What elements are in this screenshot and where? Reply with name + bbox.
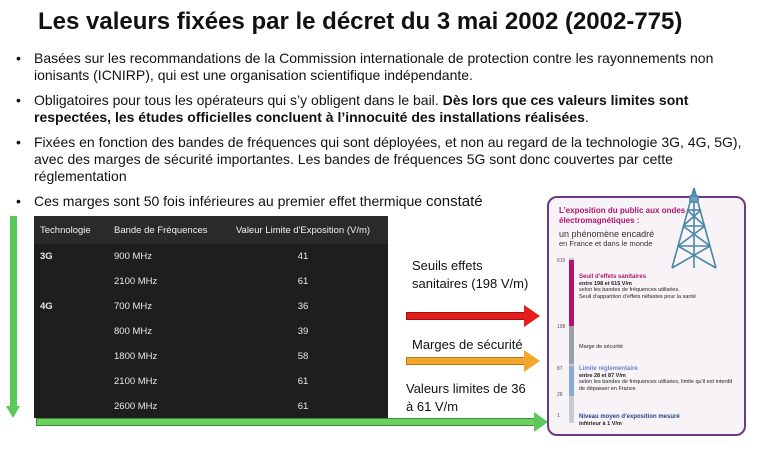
cell-technology — [34, 269, 108, 294]
cell-technology: 4G — [40, 301, 53, 312]
orange-arrow-shaft — [406, 357, 526, 365]
infographic-subtitle-rest: en France et dans le monde — [559, 239, 653, 248]
table-row — [34, 319, 388, 344]
cell-technology — [34, 344, 108, 369]
label-limit-values: Valeurs limites de 36 à 61 V/m — [406, 381, 526, 414]
cell-technology — [34, 394, 108, 419]
bullet-dot-icon: • — [16, 92, 21, 108]
scale-tick-label: 615 — [557, 258, 566, 264]
scale-tick-label: 87 — [557, 366, 563, 372]
scale-tick-label: 1 — [557, 413, 560, 419]
bullet-item — [14, 50, 754, 84]
cell-limit: 58 — [297, 351, 309, 362]
scale-tick-label: 198 — [557, 324, 566, 330]
cell-band: 800 MHz — [114, 326, 153, 337]
note-heading: Niveau moyen d’exposition mesuré — [579, 414, 680, 420]
cell-limit: 61 — [297, 276, 309, 287]
label-safety-margins: Marges de sécurité — [412, 337, 523, 352]
column-header-limit: Valeur Limite d'Exposition (V/m) — [218, 216, 388, 244]
red-arrow-shaft — [406, 312, 526, 320]
table-row — [34, 394, 388, 419]
cell-band: 2600 MHz — [114, 401, 158, 412]
bullet-bold-text: Dès lors que ces valeurs limites sont respectées, les études officielles concluent à l’innocuité des installations réalisées — [34, 92, 689, 125]
bullet-tail: constaté — [425, 193, 483, 210]
note-line: selon les bandes de fréquences utilisées, limite qu’il est interdit de dépasser en France — [579, 379, 733, 392]
note-heading: Seuil d’effets sanitaires — [579, 274, 647, 280]
exposure-limits-table — [34, 216, 388, 418]
vertical-green-arrow-shaft — [10, 216, 17, 409]
right-arrow-icon — [534, 412, 548, 432]
table-row — [34, 344, 388, 369]
note-average-exposure — [579, 414, 739, 427]
table-row — [34, 369, 388, 394]
down-arrow-icon — [6, 406, 20, 418]
column-header-band: Bande de Fréquences — [108, 216, 218, 244]
infographic-subtitle-main: un phénomène encadré — [559, 229, 655, 239]
cell-technology: 3G — [40, 251, 53, 262]
bullet-item — [14, 134, 754, 185]
cell-limit: 61 — [297, 376, 309, 387]
table-header-row — [34, 216, 388, 244]
red-right-arrow-icon — [524, 305, 540, 327]
bullet-text: Fixées en fonction des bandes de fréquences qui sont déployées, et non au regard de la technologie 3G, 4G, 5G), avec des marges de sécurité importantes. Les bandes de fréquences 5G sont donc couvertes par cette réglementation — [34, 134, 742, 184]
cell-band: 900 MHz — [114, 251, 153, 262]
note-line: inférieur à 1 V/m — [579, 420, 622, 427]
cell-band: 2100 MHz — [114, 376, 158, 387]
cell-band: 2100 MHz — [114, 276, 158, 287]
label-health-thresholds: Seuils effets sanitaires (198 V/m) — [412, 258, 529, 291]
scale-segment-regulation — [569, 366, 574, 396]
bullet-text: Basées sur les recommandations de la Commission internationale de protection contre les rayonnements non ionisants (ICNIRP), qui est une organisation scientifique indépendante. — [34, 50, 714, 83]
scale-segment-health — [569, 260, 574, 326]
orange-right-arrow-icon — [524, 350, 540, 372]
bullet-tail: . — [584, 109, 589, 125]
bullet-dot-icon: • — [16, 193, 21, 209]
bullet-item — [14, 92, 754, 126]
note-line: entre 28 et 87 V/m — [579, 372, 626, 379]
cell-limit: 41 — [297, 251, 309, 262]
scale-tick-label: 28 — [557, 392, 563, 398]
cell-limit: 39 — [297, 326, 309, 337]
bullet-text: Obligatoires pour tous les opérateurs qui s’y obligent dans le bail. — [34, 92, 443, 108]
note-safety-margin: Marge de sécurité — [579, 344, 624, 350]
bullet-text: Ces marges sont 50 fois inférieures au premier effet thermique — [34, 193, 426, 209]
table-row — [34, 244, 388, 269]
note-health-threshold — [579, 274, 739, 300]
antenna-tower-icon — [654, 186, 734, 270]
note-line: selon les bandes de fréquences utilisées. — [579, 287, 680, 293]
cell-technology — [34, 369, 108, 394]
cell-band: 700 MHz — [114, 301, 153, 312]
note-line: entre 198 et 615 V/m — [579, 280, 632, 287]
infographic-title: L’exposition du public aux ondes électromagnétiques : — [559, 206, 686, 225]
cell-limit: 36 — [297, 301, 309, 312]
bullet-dot-icon: • — [16, 134, 21, 150]
cell-band: 1800 MHz — [114, 351, 158, 362]
column-header-technology: Technologie — [34, 216, 108, 244]
scale-segment-margin — [569, 326, 574, 364]
table-row — [34, 294, 388, 319]
note-regulatory-limit — [579, 366, 739, 392]
bullet-list — [14, 50, 754, 218]
note-line: Seuil d’apparition d’effets néfastes pour la santé — [579, 293, 697, 300]
horizontal-green-arrow-shaft — [36, 418, 536, 426]
bullet-dot-icon: • — [16, 50, 21, 66]
note-heading: Limite réglementaire — [579, 366, 638, 372]
cell-technology — [34, 319, 108, 344]
cell-limit: 61 — [297, 401, 309, 412]
slide-title: Les valeurs fixées par le décret du 3 mai 2002 (2002-775) — [38, 8, 683, 35]
table-row — [34, 269, 388, 294]
